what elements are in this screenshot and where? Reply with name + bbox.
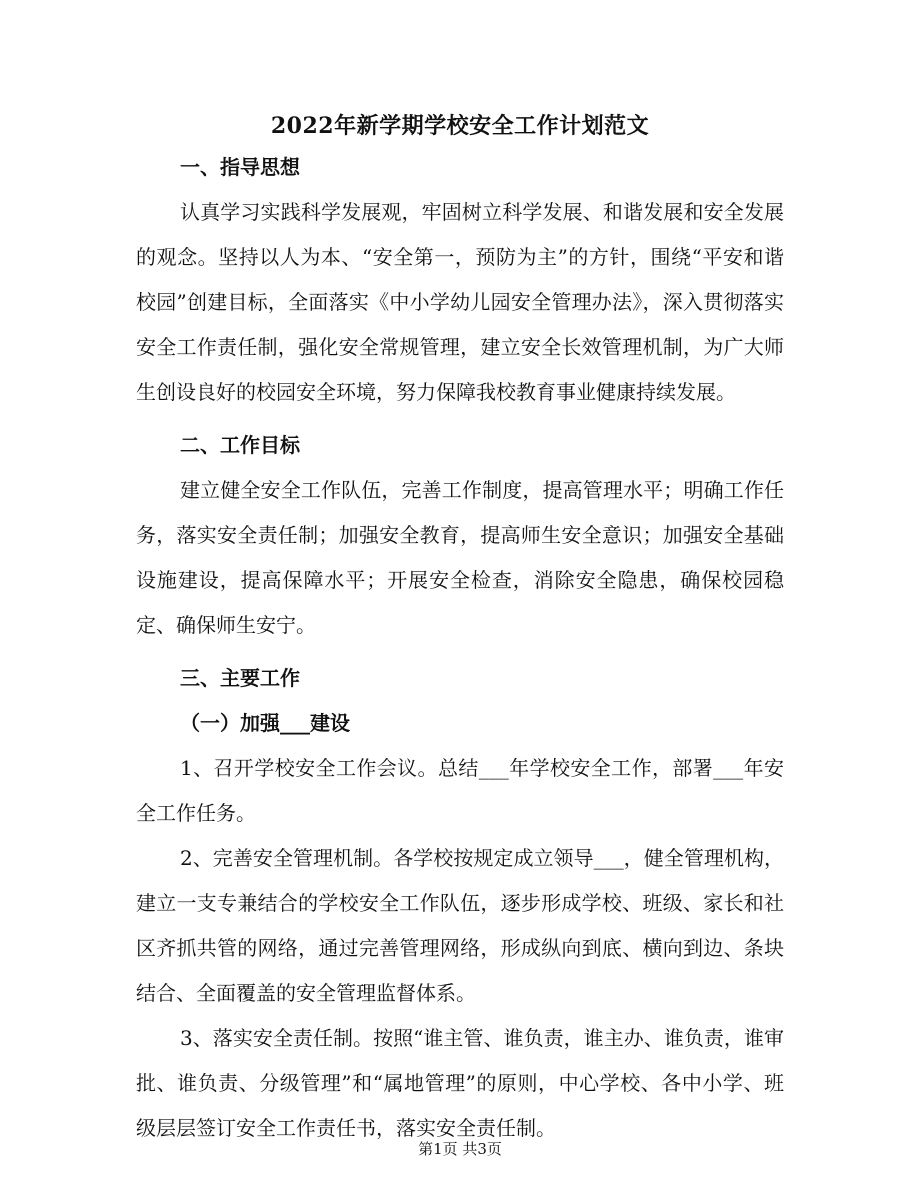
page-indicator: 第1页 共3页 <box>418 1140 502 1158</box>
section-heading-main-work: 三、主要工作 <box>180 666 300 690</box>
section-heading-guiding-thought: 一、指导思想 <box>180 155 300 179</box>
document-body <box>136 145 784 1151</box>
paragraph-item-2: 2、完善安全管理机制。各学校按规定成立领导___，健全管理机构，建立一支专兼结合的学校安全工作队伍，逐步形成学校、班级、家长和社区齐抓共管的网络，通过完善管理网络，形成纵向到底、横向到边、条块结合、全面覆盖的安全管理监督体系。 <box>136 846 784 1005</box>
subsection-heading-strengthen-construction: （一）加强___建设 <box>180 711 350 735</box>
paragraph-item-1: 1、召开学校安全工作会议。总结___年学校安全工作，部署___年安全工作任务。 <box>136 756 784 825</box>
section-heading-work-goals: 二、工作目标 <box>180 433 300 457</box>
paragraph-item-3: 3、落实安全责任制。按照“谁主管、谁负责，谁主办、谁负责，谁审批、谁负责、分级管理”和“属地管理”的原则，中心学校、各中小学、班级层层签订安全工作责任书，落实安全责任制。 <box>136 1026 784 1140</box>
paragraph-work-goals: 建立健全安全工作队伍，完善工作制度，提高管理水平；明确工作任务，落实安全责任制；加强安全教育，提高师生安全意识；加强安全基础设施建设，提高保障水平；开展安全检查，消除安全隐患，确保校园稳定、确保师生安宁。 <box>136 478 784 637</box>
document-title: 2022年新学期学校安全工作计划范文 <box>270 113 650 139</box>
paragraph-guiding-thought: 认真学习实践科学发展观，牢固树立科学发展、和谐发展和安全发展的观念。坚持以人为本、“安全第一，预防为主”的方针，围绕“平安和谐校园”创建目标，全面落实《中小学幼儿园安全管理办法》，深入贯彻落实安全工作责任制，强化安全常规管理，建立安全长效管理机制，为广大师生创设良好的校园安全环境，努力保障我校教育事业健康持续发展。 <box>136 200 784 404</box>
